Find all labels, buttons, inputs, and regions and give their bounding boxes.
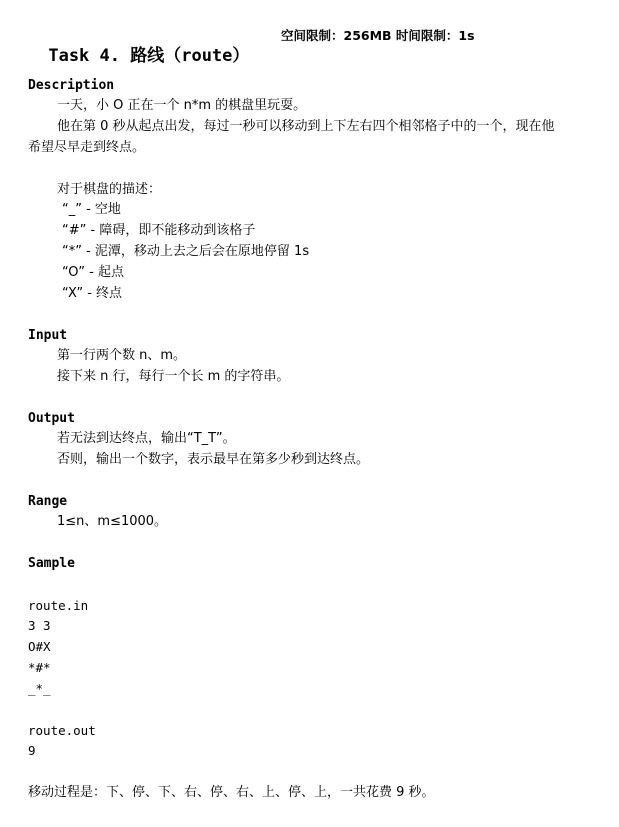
legend-title: 对于棋盘的描述：: [57, 182, 162, 197]
range-text: 1≤n、m≤1000。: [57, 514, 168, 529]
description-heading: Description: [28, 78, 115, 93]
output-heading: Output: [28, 411, 75, 426]
legend-item: “X” - 终点: [62, 286, 123, 301]
sample-output-filename: route.out: [28, 723, 96, 738]
sample-input-line: *#*: [28, 660, 51, 675]
legend-item: “_” - 空地: [62, 202, 121, 217]
sample-input-line: _*_: [28, 681, 51, 696]
legend-item: “*” - 泥潭，移动上去之后会在原地停留 1s: [62, 244, 310, 259]
description-line: 一天，小 O 正在一个 n*m 的棋盘里玩耍。: [57, 98, 307, 113]
input-line: 接下来 n 行，每行一个长 m 的字符串。: [57, 369, 290, 384]
sample-output-line: 9: [28, 743, 36, 758]
title-row: [28, 22, 249, 85]
output-line: 否则，输出一个数字，表示最早在第多少秒到达终点。: [57, 452, 370, 467]
input-line: 第一行两个数 n、m。: [57, 348, 187, 363]
page-title: Task 4. 路线（route）: [48, 46, 250, 66]
legend-item: “O” - 起点: [62, 265, 124, 280]
description-line: 他在第 0 秒从起点出发，每过一秒可以移动到上下左右四个相邻格子中的一个，现在他: [57, 119, 555, 134]
range-heading: Range: [28, 494, 68, 509]
sample-input-line: 3 3: [28, 618, 51, 633]
limits-text: 空间限制：256MB 时间限制：1s: [281, 28, 475, 43]
legend-item: “#” - 障碍，即不能移动到该格子: [62, 223, 256, 238]
sample-input-filename: route.in: [28, 598, 89, 613]
input-heading: Input: [28, 328, 68, 343]
output-line: 若无法到达终点，输出“T_T”。: [57, 431, 236, 446]
sample-input-line: O#X: [28, 639, 51, 654]
description-line: 希望尽早走到终点。: [28, 140, 146, 155]
sample-heading: Sample: [28, 556, 75, 571]
sample-explanation: 移动过程是：下、停、下、右、停、右、上、停、上，一共花费 9 秒。: [28, 785, 435, 800]
